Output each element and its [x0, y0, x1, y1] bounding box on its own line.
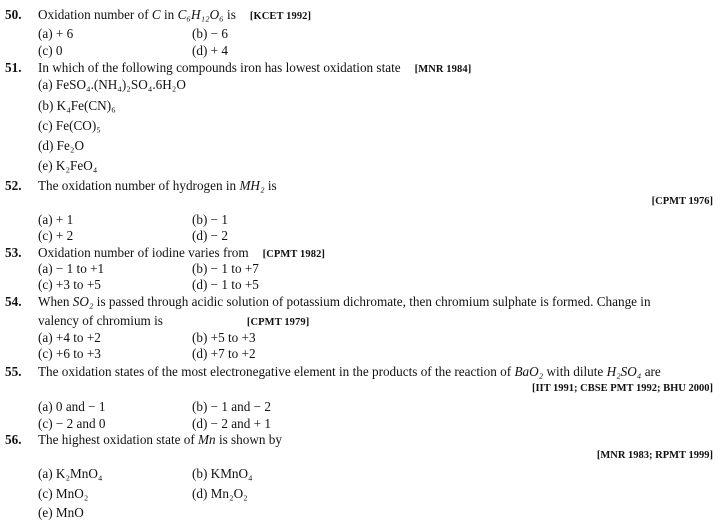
source-tag: [CPMT 1982]	[262, 249, 326, 260]
source-tag: [MNR 1984]	[414, 64, 472, 75]
option-b[interactable]: (b) K₄Fe(CN)₆	[38, 98, 116, 113]
option-b[interactable]: (b) − 1	[192, 212, 229, 227]
question-number: 54.	[5, 294, 22, 309]
stem-text: Oxidation number of	[38, 7, 152, 22]
option-d[interactable]: (d) Fe₂O	[38, 138, 84, 153]
question-stem-continued	[38, 313, 309, 329]
option-c[interactable]: (c) +6 to +3	[38, 346, 101, 361]
question-number: 50.	[5, 7, 22, 22]
option-a[interactable]: (a) FeSO₄.(NH₄)₂SO₄.6H₂O	[38, 77, 186, 92]
question-number: 51.	[5, 60, 22, 75]
chem-formula: MH₂	[239, 178, 265, 193]
option-b[interactable]: (b) +5 to +3	[192, 330, 256, 345]
stem-text: When	[38, 294, 73, 309]
chem-formula: BaO₂	[514, 364, 544, 379]
source-tag: [KCET 1992]	[249, 11, 312, 22]
chem-formula: SO₂	[72, 294, 94, 309]
chem-formula: C₆H₁₂O₆	[177, 7, 224, 22]
chem-formula: H₂SO₄	[606, 364, 642, 379]
option-c[interactable]: (c) Fe(CO)₅	[38, 118, 101, 133]
option-b[interactable]: (b) − 1 to +7	[192, 261, 259, 276]
option-c[interactable]: (c) − 2 and 0	[38, 416, 106, 431]
question-stem	[38, 60, 471, 76]
option-a[interactable]: (a) 0 and − 1	[38, 399, 106, 414]
question-stem	[38, 178, 277, 194]
option-b[interactable]: (b) − 6	[192, 26, 229, 41]
option-c[interactable]: (c) 0	[38, 43, 63, 58]
stem-text: is	[223, 7, 236, 22]
source-tag: [MNR 1983; RPMT 1999]	[596, 450, 713, 461]
chem-formula: C	[151, 7, 161, 22]
option-d[interactable]: (d) − 2	[192, 228, 229, 243]
question-number: 52.	[5, 178, 22, 193]
option-c[interactable]: (c) + 2	[38, 228, 74, 243]
chem-formula: Mn	[198, 432, 216, 447]
stem-text: is passed through acidic solution of potassium dichromate, then chromium sulphate is formed. Change in	[93, 294, 651, 309]
option-a[interactable]: (a) K₂MnO₄	[38, 466, 103, 481]
stem-text: In which of the following compounds iron has lowest oxidation state	[38, 60, 401, 75]
question-number: 53.	[5, 245, 22, 260]
option-a[interactable]: (a) + 6	[38, 26, 74, 41]
stem-text: The highest oxidation state of	[38, 432, 199, 447]
option-b[interactable]: (b) KMnO₄	[192, 466, 253, 481]
option-b[interactable]: (b) − 1 and − 2	[192, 399, 271, 414]
stem-text: is shown by	[215, 432, 282, 447]
stem-text: with dilute	[543, 364, 607, 379]
question-number: 55.	[5, 364, 22, 379]
option-d[interactable]: (d) − 1 to +5	[192, 277, 259, 292]
option-d[interactable]: (d) + 4	[192, 43, 229, 58]
stem-text: is	[264, 178, 277, 193]
question-stem	[38, 432, 282, 448]
option-d[interactable]: (d) − 2 and + 1	[192, 416, 271, 431]
option-e[interactable]: (e) K₂FeO₄	[38, 158, 98, 173]
source-tag: [CPMT 1976]	[651, 196, 713, 207]
option-e[interactable]: (e) MnO	[38, 505, 84, 520]
question-stem	[38, 245, 325, 261]
option-a[interactable]: (a) − 1 to +1	[38, 261, 105, 276]
source-tag: [IIT 1991; CBSE PMT 1992; BHU 2000]	[531, 383, 713, 394]
question-stem	[38, 7, 311, 23]
option-a[interactable]: (a) + 1	[38, 212, 74, 227]
option-d[interactable]: (d) Mn₂O₂	[192, 486, 248, 501]
option-a[interactable]: (a) +4 to +2	[38, 330, 101, 345]
source-tag: [CPMT 1979]	[246, 317, 310, 328]
option-c[interactable]: (c) MnO₂	[38, 486, 89, 501]
stem-text: are	[641, 364, 661, 379]
stem-text: valency of chromium is	[38, 313, 163, 328]
stem-text: The oxidation number of hydrogen in	[38, 178, 240, 193]
question-stem	[38, 294, 651, 310]
question-number: 56.	[5, 432, 22, 447]
option-c[interactable]: (c) +3 to +5	[38, 277, 101, 292]
stem-text: The oxidation states of the most electronegative element in the products of the reaction of	[38, 364, 515, 379]
stem-text: in	[160, 7, 178, 22]
option-d[interactable]: (d) +7 to +2	[192, 346, 256, 361]
question-stem	[38, 364, 661, 380]
stem-text: Oxidation number of iodine varies from	[38, 245, 249, 260]
